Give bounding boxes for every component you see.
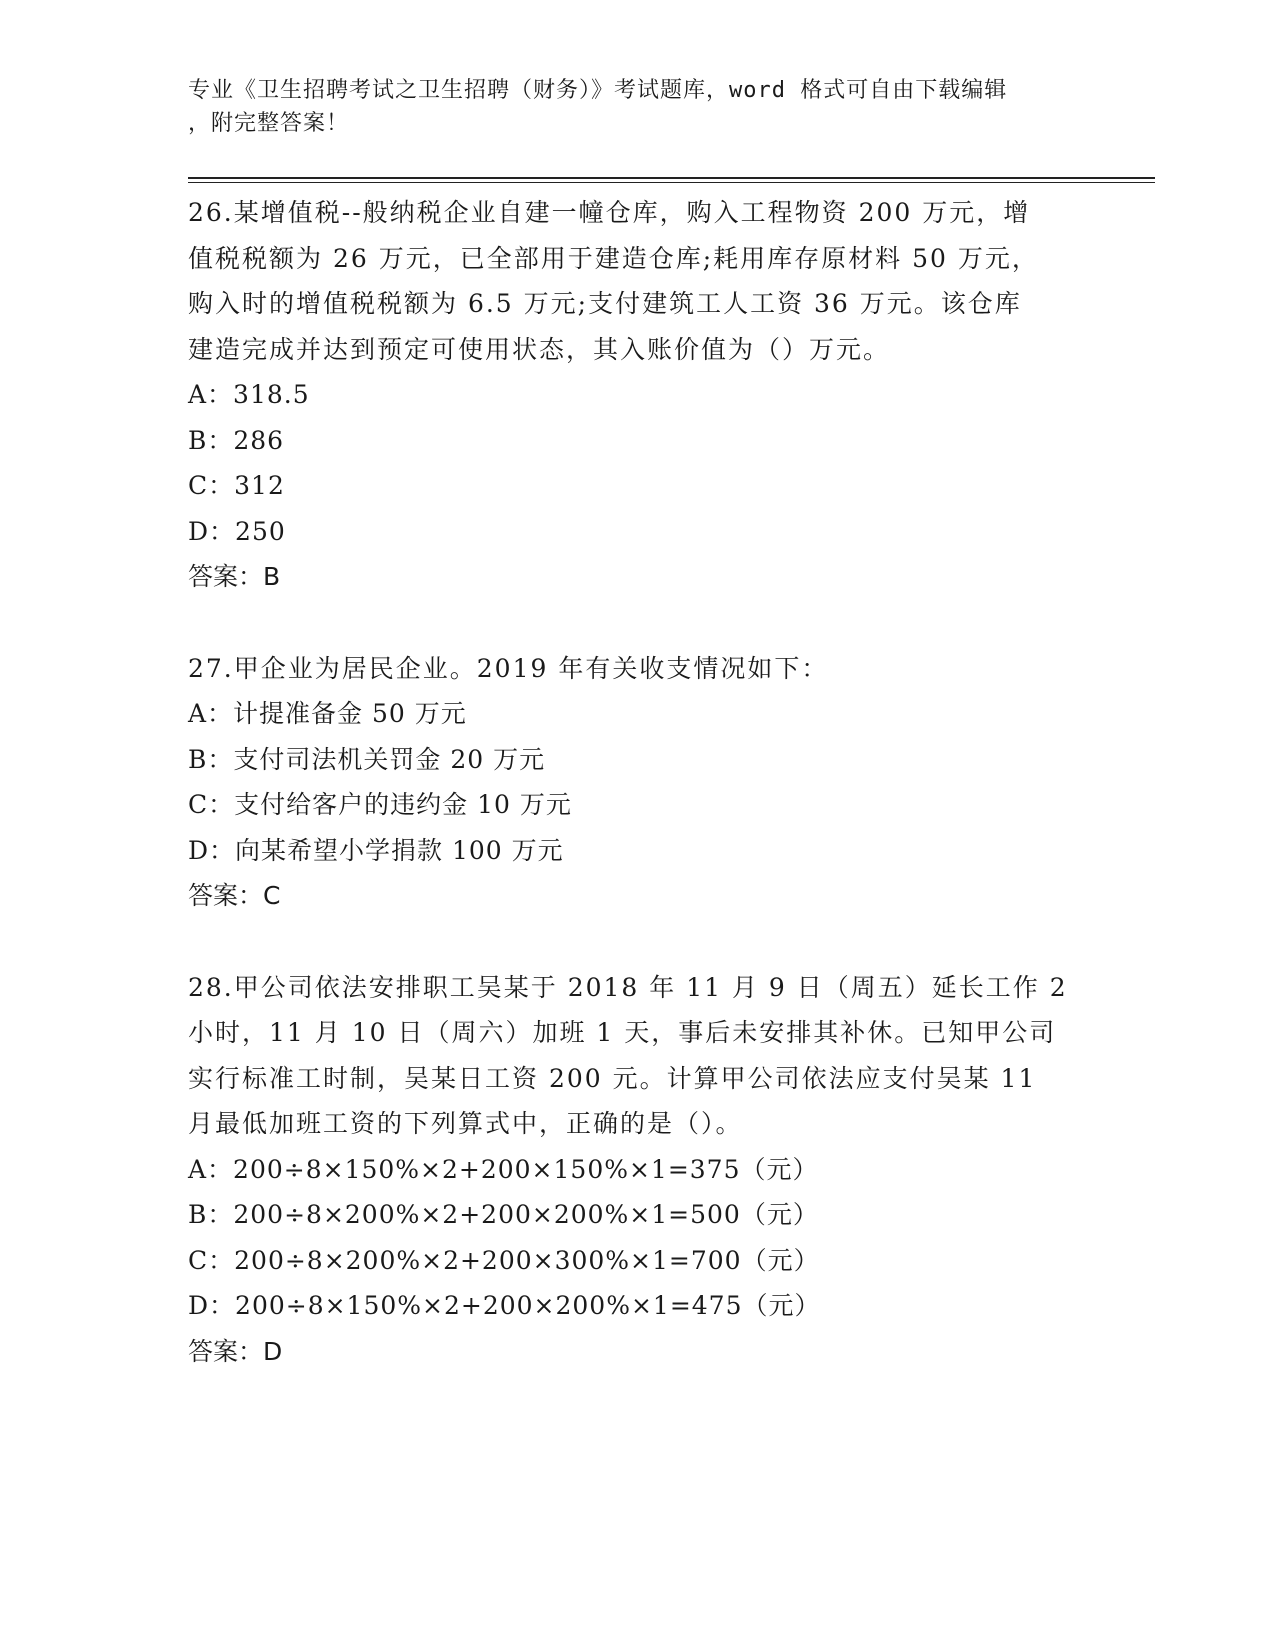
questions-list [188, 190, 1088, 1420]
answer: 答案：B [188, 562, 281, 591]
answer: 答案：C [188, 881, 281, 910]
header-line-2: ，附完整答案！ [188, 111, 350, 136]
option-c: C：支付给客户的违约金 10 万元 [188, 790, 572, 819]
option-a: A：200÷8×150%×2+200×150%×1=375（元） [188, 1154, 819, 1184]
option-b: B：286 [188, 425, 285, 455]
question-line: 购入时的增值税税额为 6.5 万元;支付建筑工人工资 36 万元。该仓库 [188, 289, 1022, 318]
question-line: 建造完成并达到预定可使用状态，其入账价值为（）万元。 [188, 334, 891, 364]
question-line: 28.甲公司依法安排职工吴某于 2018 年 11 月 9 日（周五）延长工作 2 [188, 972, 1068, 1002]
option-d: D：250 [188, 516, 286, 546]
option-c: C：312 [188, 471, 285, 500]
document-header [188, 74, 1068, 140]
option-b: B：支付司法机关罚金 20 万元 [188, 744, 546, 774]
question-line: 月最低加班工资的下列算式中，正确的是（）。 [188, 1109, 743, 1138]
header-divider-bottom [188, 182, 1155, 183]
option-c: C：200÷8×200%×2+200×300%×1=700（元） [188, 1245, 820, 1275]
header-line-1: 专业《卫生招聘考试之卫生招聘（财务）》考试题库，word 格式可自由下载编辑 [188, 78, 1008, 103]
option-d: D：向某希望小学捐款 100 万元 [188, 835, 564, 865]
header-divider-top [188, 177, 1155, 179]
question-line: 实行标准工时制，吴某日工资 200 元。计算甲公司依法应支付吴某 11 [188, 1063, 1037, 1093]
question-line: 27.甲企业为居民企业。2019 年有关收支情况如下： [188, 653, 829, 683]
question-26 [188, 190, 1088, 600]
question-line: 小时，11 月 10 日（周六）加班 1 天，事后未安排其补休。已知甲公司 [188, 1018, 1057, 1047]
answer: 答案：D [188, 1336, 283, 1366]
option-a: A：318.5 [188, 380, 310, 409]
question-line: 值税税额为 26 万元，已全部用于建造仓库;耗用库存原材料 50 万元， [188, 243, 1039, 273]
question-28 [188, 965, 1088, 1375]
option-b: B：200÷8×200%×2+200×200%×1=500（元） [188, 1200, 819, 1229]
question-line: 26.某增值税--般纳税企业自建一幢仓库，购入工程物资 200 万元，增 [188, 198, 1031, 227]
option-d: D：200÷8×150%×2+200×200%×1=475（元） [188, 1291, 821, 1320]
question-27 [188, 646, 1088, 919]
option-a: A：计提准备金 50 万元 [188, 699, 467, 728]
